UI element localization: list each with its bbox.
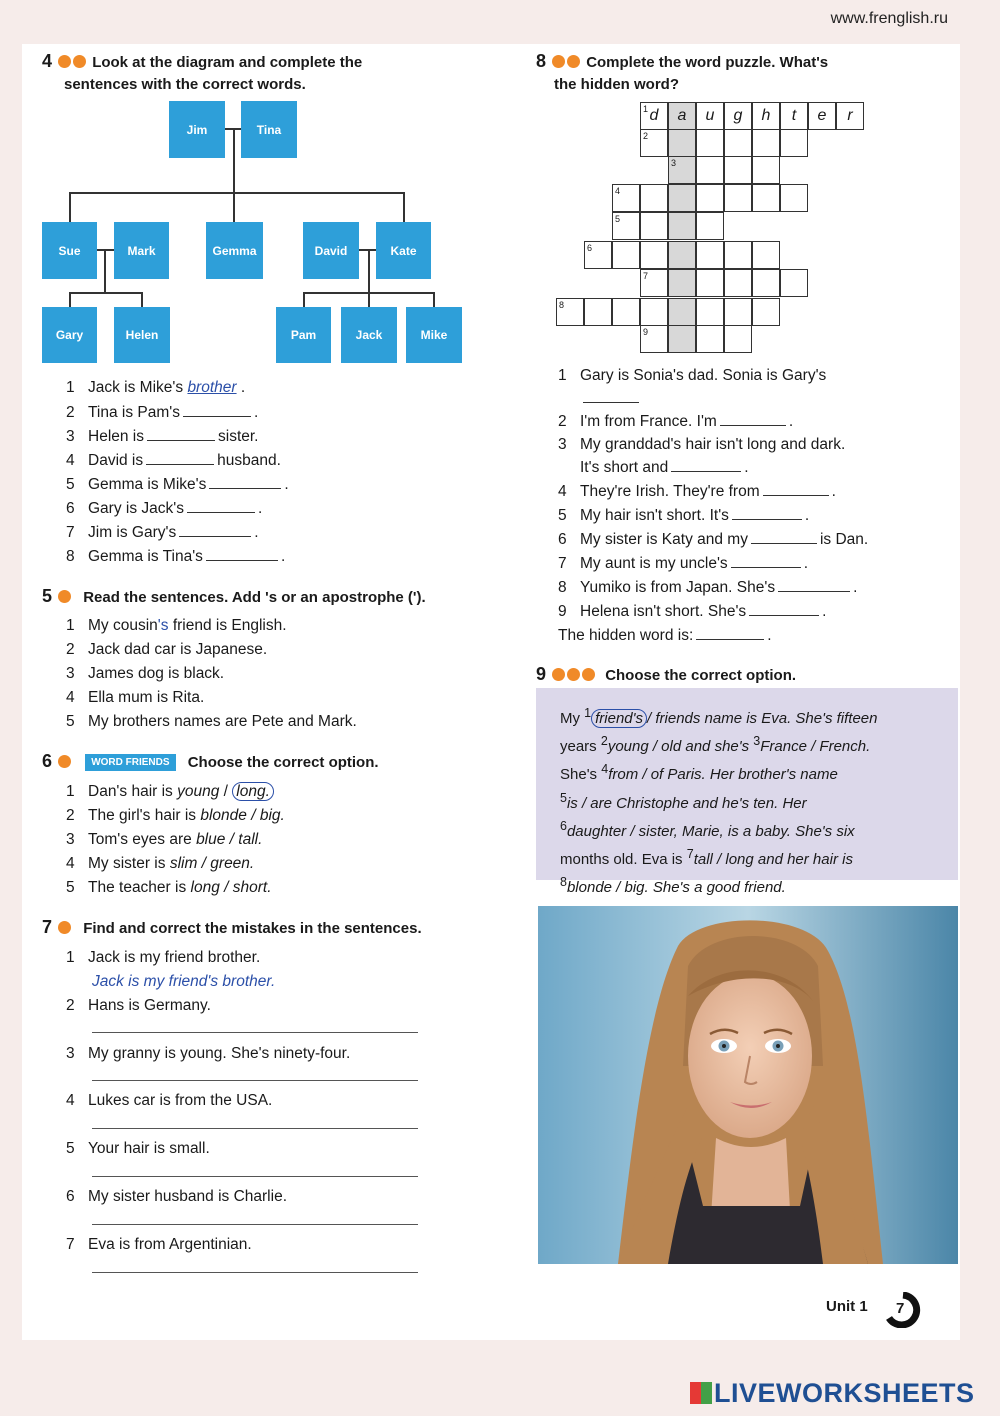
puzzle-cell[interactable]: 6	[584, 241, 612, 269]
puzzle-cell[interactable]	[668, 325, 696, 353]
ex8-clue: 9 Helena isn't short. She's .	[558, 603, 827, 620]
tree-jack: Jack	[341, 307, 397, 363]
tree-jim: Jim	[169, 101, 225, 158]
ex7-item: 6 My sister husband is Charlie.	[66, 1188, 287, 1205]
answer-input[interactable]: 's	[157, 617, 169, 634]
liveworksheets-logo[interactable]: LIVEWORKSHEETS	[690, 1378, 975, 1409]
unit-label: Unit 1	[826, 1298, 868, 1315]
puzzle-cell[interactable]	[696, 325, 724, 353]
puzzle-cell[interactable]	[752, 241, 780, 269]
tree-mark: Mark	[114, 222, 169, 279]
puzzle-cell[interactable]: 3	[668, 156, 696, 184]
ex6-item: 5 The teacher is long / short.	[66, 879, 272, 896]
ex6-item: 1 Dan's hair is young / long.	[66, 783, 274, 801]
answer-input[interactable]	[183, 403, 251, 417]
tree-gary: Gary	[42, 307, 97, 363]
answer-input[interactable]	[671, 458, 741, 472]
answer-input[interactable]	[751, 530, 817, 544]
option[interactable]: daughter / sister, Marie, is a baby. She's six	[566, 822, 855, 840]
ex7-item: 2 Hans is Germany.	[66, 997, 211, 1014]
option[interactable]: long / short.	[190, 879, 272, 896]
puzzle-cell[interactable]: u	[696, 102, 724, 130]
tree-tina: Tina	[241, 101, 297, 158]
ex5-heading: 5 Read the sentences. Add 's or an apostrophe (').	[42, 586, 426, 606]
answer-line[interactable]	[92, 1272, 418, 1273]
answer-line[interactable]	[92, 1176, 418, 1177]
puzzle-cell[interactable]	[612, 298, 640, 326]
puzzle-cell[interactable]	[780, 269, 808, 297]
ex7-heading: 7 Find and correct the mistakes in the sentences.	[42, 917, 422, 937]
puzzle-cell[interactable]	[640, 212, 668, 240]
puzzle-cell[interactable]	[780, 184, 808, 212]
ex4-item: 1 Jack is Mike's brother .	[66, 379, 246, 396]
tree-kate: Kate	[376, 222, 431, 279]
tree-helen: Helen	[114, 307, 170, 363]
option[interactable]: slim / green.	[169, 855, 255, 872]
puzzle-cell[interactable]	[668, 269, 696, 297]
ex7-item: 3 My granny is young. She's ninety-four.	[66, 1045, 351, 1062]
ex4-item: 7 Jim is Gary's .	[66, 524, 259, 541]
ex8-clue: 1 Gary is Sonia's dad. Sonia is Gary's	[558, 367, 827, 384]
answer-input[interactable]	[720, 412, 786, 426]
ex6-item: 3 Tom's eyes are blue / tall.	[66, 831, 263, 848]
puzzle-cell[interactable]	[724, 241, 752, 269]
puzzle-cell[interactable]	[696, 156, 724, 184]
tree-pam: Pam	[276, 307, 331, 363]
difficulty-dot	[58, 590, 71, 603]
puzzle-cell[interactable]	[668, 298, 696, 326]
puzzle-cell[interactable]	[696, 269, 724, 297]
puzzle-cell[interactable]	[668, 212, 696, 240]
puzzle-cell[interactable]: e	[808, 102, 836, 130]
hidden-word-input[interactable]	[696, 626, 764, 640]
answer-input[interactable]	[206, 547, 278, 561]
puzzle-cell[interactable]	[668, 129, 696, 157]
option[interactable]: from / of Paris. Her brother's name	[608, 766, 838, 784]
ex4-item: 5 Gemma is Mike's .	[66, 476, 289, 493]
logo-icon	[690, 1382, 712, 1404]
puzzle-cell[interactable]	[668, 241, 696, 269]
puzzle-cell[interactable]	[724, 184, 752, 212]
difficulty-dot	[582, 668, 595, 681]
ex8-heading: 8 Complete the word puzzle. What's the hidden word?	[536, 51, 829, 93]
ex8-clue: 2 I'm from France. I'm .	[558, 413, 794, 430]
option[interactable]: blue / tall.	[196, 831, 263, 848]
ex6-heading: 6 WORD FRIENDS Choose the correct option.	[42, 751, 379, 771]
ex5-item: 2 Jack dad car is Japanese.	[66, 641, 268, 658]
ex4-item: 8 Gemma is Tina's .	[66, 548, 286, 565]
difficulty-dot	[567, 55, 580, 68]
puzzle-cell[interactable]	[696, 298, 724, 326]
answer-line[interactable]	[92, 1224, 418, 1225]
ex7-example-answer: Jack is my friend's brother.	[92, 973, 276, 990]
girl-photo	[538, 906, 958, 1264]
ex8-clue: 6 My sister is Katy and my is Dan.	[558, 531, 869, 548]
difficulty-dot	[73, 55, 86, 68]
option[interactable]: young	[177, 783, 220, 800]
answer-input[interactable]: brother	[187, 379, 237, 396]
option[interactable]: blonde / big. She's a good friend.	[566, 879, 786, 897]
ex7-item: 5 Your hair is small.	[66, 1140, 210, 1157]
puzzle-cell[interactable]	[752, 298, 780, 326]
answer-input[interactable]	[147, 427, 215, 441]
answer-input[interactable]	[749, 602, 819, 616]
ex4-item: 2 Tina is Pam's .	[66, 404, 259, 421]
puzzle-cell[interactable]	[724, 156, 752, 184]
ex6-item: 4 My sister is slim / green.	[66, 855, 255, 872]
puzzle-cell[interactable]: t	[780, 102, 808, 130]
option-selected[interactable]: long.	[232, 782, 274, 801]
option-selected[interactable]: friend's	[591, 709, 647, 728]
puzzle-cell[interactable]	[752, 129, 780, 157]
puzzle-cell[interactable]: g	[724, 102, 752, 130]
answer-line[interactable]	[92, 1032, 418, 1033]
tree-mike: Mike	[406, 307, 462, 363]
answer-input[interactable]	[763, 482, 829, 496]
site-url[interactable]: www.frenglish.ru	[830, 10, 948, 27]
puzzle-cell[interactable]: 1 d	[640, 102, 668, 130]
difficulty-dot	[552, 55, 565, 68]
ex8-clue: 7 My aunt is my uncle's .	[558, 555, 808, 572]
puzzle-cell[interactable]	[724, 129, 752, 157]
ex4-item: 3 Helen is sister.	[66, 428, 259, 445]
ex5-item: 3 James dog is black.	[66, 665, 225, 682]
puzzle-cell[interactable]	[780, 129, 808, 157]
difficulty-dot	[58, 55, 71, 68]
puzzle-cell[interactable]	[696, 241, 724, 269]
option[interactable]: is / are Christophe and he's ten. Her	[566, 794, 807, 812]
answer-input[interactable]	[179, 523, 251, 537]
puzzle-cell[interactable]: 9	[640, 325, 668, 353]
puzzle-cell[interactable]: a	[668, 102, 696, 130]
hidden-word: The hidden word is: .	[558, 627, 772, 644]
option[interactable]: young / old and she's	[607, 738, 750, 756]
difficulty-dot	[58, 755, 71, 768]
puzzle-cell[interactable]	[668, 184, 696, 212]
answer-input[interactable]	[209, 475, 281, 489]
answer-line[interactable]	[92, 1080, 418, 1081]
ex9-text: My $^1$ friend's / friends name is Eva. She's fifteen years $^2$young / old and she's $^3$France / French. She's $^4$from / of Paris. Her brother's name $^5$is / are Christophe and he's ten. Her $^6$daughter / sister, Marie, is a baby. She's six months old. Eva is $^7$tall / long and her hair is $^8$blonde / big. She's a good friend.	[560, 706, 878, 897]
puzzle-cell[interactable]	[696, 129, 724, 157]
puzzle-cell[interactable]: 7	[640, 269, 668, 297]
puzzle-cell[interactable]	[724, 325, 752, 353]
ex7-item: 4 Lukes car is from the USA.	[66, 1092, 273, 1109]
puzzle-cell[interactable]	[696, 184, 724, 212]
ex4-item: 4 David is husband.	[66, 452, 281, 469]
puzzle-cell[interactable]	[752, 156, 780, 184]
puzzle-cell[interactable]: r	[836, 102, 864, 130]
answer-input[interactable]	[146, 451, 214, 465]
puzzle-cell[interactable]: 5	[612, 212, 640, 240]
puzzle-cell[interactable]	[724, 298, 752, 326]
puzzle-cell[interactable]	[640, 298, 668, 326]
puzzle-cell[interactable]	[752, 184, 780, 212]
puzzle-cell[interactable]	[612, 241, 640, 269]
ex4-heading: 4 Look at the diagram and complete the sentences with the correct words.	[42, 51, 363, 93]
ex6-item: 2 The girl's hair is blonde / big.	[66, 807, 285, 824]
puzzle-cell[interactable]: 4	[612, 184, 640, 212]
difficulty-dot	[58, 921, 71, 934]
puzzle-cell[interactable]	[640, 184, 668, 212]
puzzle-cell[interactable]	[696, 212, 724, 240]
ex9-heading: 9 Choose the correct option.	[536, 664, 797, 684]
ex7-item: 1 Jack is my friend brother.	[66, 949, 261, 966]
option[interactable]: France / French.	[760, 738, 871, 756]
ex5-item: 1 My cousin's friend is English.	[66, 617, 287, 634]
page-number: 7	[880, 1292, 926, 1328]
puzzle-cell[interactable]	[752, 269, 780, 297]
answer-line[interactable]	[92, 1128, 418, 1129]
puzzle-cell[interactable]	[724, 269, 752, 297]
puzzle-cell[interactable]	[584, 298, 612, 326]
answer-input[interactable]	[778, 578, 850, 592]
ex8-clue-cont: It's short and .	[580, 459, 749, 476]
puzzle-cell[interactable]: 2	[640, 129, 668, 157]
puzzle-cell[interactable]	[640, 241, 668, 269]
answer-input[interactable]	[732, 506, 802, 520]
answer-input[interactable]	[731, 554, 801, 568]
puzzle-cell[interactable]: h	[752, 102, 780, 130]
puzzle-cell[interactable]: 8	[556, 298, 584, 326]
option[interactable]: blonde / big.	[200, 807, 285, 824]
answer-input[interactable]	[187, 499, 255, 513]
ex8-clue: 4 They're Irish. They're from .	[558, 483, 836, 500]
ex4-item: 6 Gary is Jack's .	[66, 500, 263, 517]
ex8-clue: 3 My granddad's hair isn't long and dark.	[558, 436, 846, 453]
ex7-item: 7 Eva is from Argentinian.	[66, 1236, 252, 1253]
tree-david: David	[303, 222, 359, 279]
ex5-item: 4 Ella mum is Rita.	[66, 689, 205, 706]
difficulty-dot	[567, 668, 580, 681]
tree-sue: Sue	[42, 222, 97, 279]
tree-gemma: Gemma	[206, 222, 263, 279]
option[interactable]: tall / long and her hair is	[693, 851, 853, 869]
ex8-clue: 8 Yumiko is from Japan. She's .	[558, 579, 858, 596]
difficulty-dot	[552, 668, 565, 681]
ex8-clue: 5 My hair isn't short. It's .	[558, 507, 810, 524]
ex5-item: 5 My brothers names are Pete and Mark.	[66, 713, 357, 730]
answer-input[interactable]	[583, 389, 639, 403]
word-friends-badge: WORD FRIENDS	[85, 754, 175, 771]
